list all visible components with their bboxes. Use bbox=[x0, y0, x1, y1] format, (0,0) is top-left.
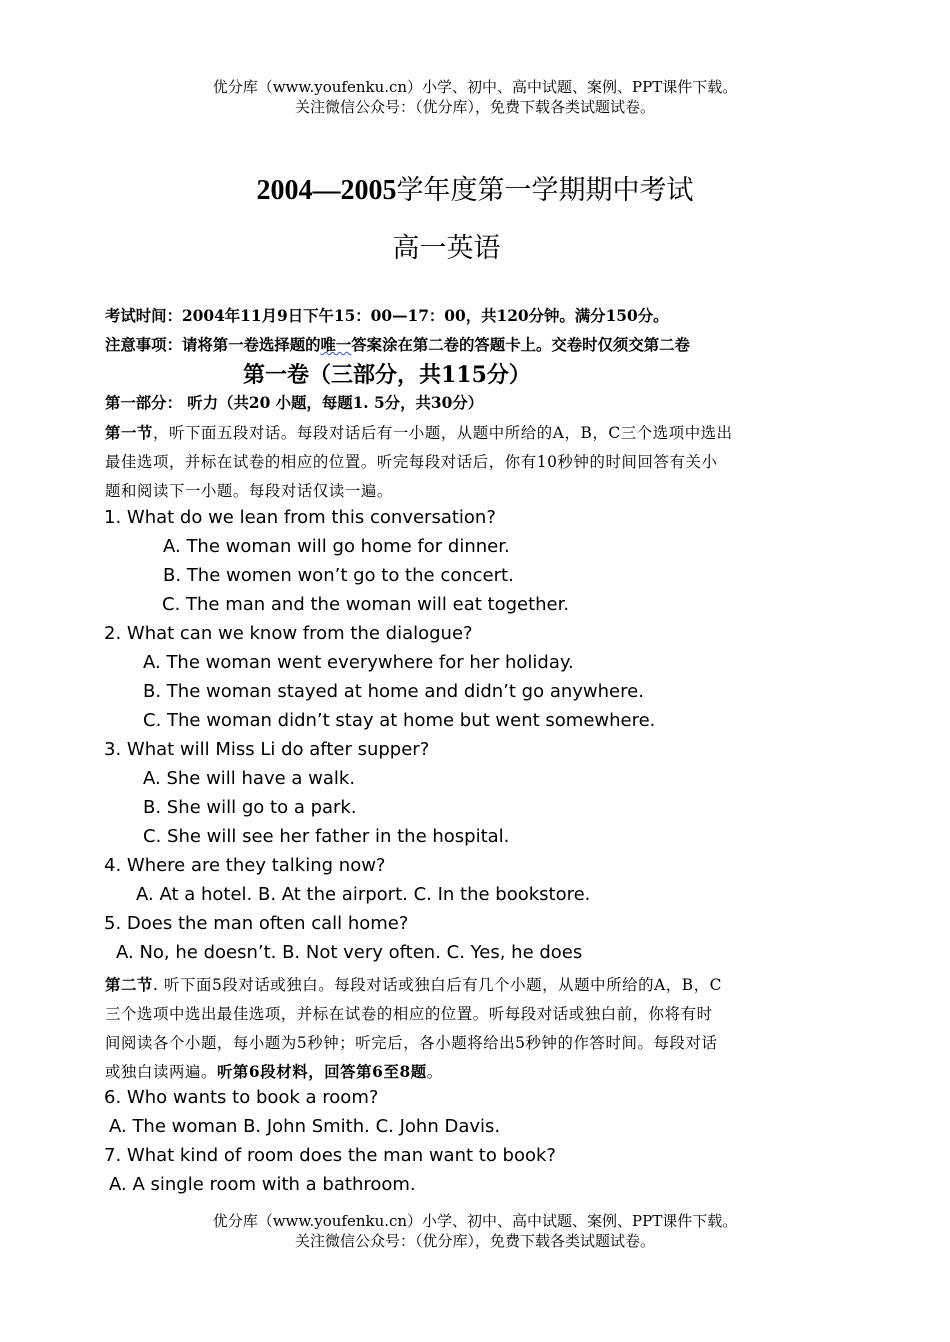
q1-option-c: C. The man and the woman will eat together. bbox=[162, 594, 570, 615]
section1-instr-line-1: 第一节，听下面五段对话。每段对话后有一小题，从题中所给的A，B，C三个选项中选出 bbox=[105, 424, 733, 442]
notice-wavy-part: 唯一 bbox=[320, 336, 352, 354]
question-5: 5. Does the man often call home? bbox=[104, 913, 409, 934]
title-rest: 学年度第一学期期中考试 bbox=[396, 175, 694, 206]
notice-part-b: 答案涂在第二卷的答题卡上。交卷时仅须交第二卷 bbox=[351, 336, 690, 354]
volume-title: 第一卷（三部分，共115分） bbox=[243, 362, 531, 388]
section2-material-note: 听第6段材料，回答第6至8题 bbox=[216, 1063, 427, 1081]
question-3: 3. What will Miss Li do after supper? bbox=[104, 739, 430, 760]
notice-part-a: 注意事项：请将第一卷选择题的 bbox=[105, 336, 321, 354]
exam-subtitle: 高一英语 bbox=[392, 233, 501, 264]
question-2: 2. What can we know from the dialogue? bbox=[104, 623, 473, 644]
section2-instr-line-2: 三个选项中选出最佳选项，并标在试卷的相应的位置。听每段对话或独白前，你将有时 bbox=[105, 1005, 713, 1023]
section1-label: 第一节 bbox=[105, 424, 153, 442]
q2-option-a: A. The woman went everywhere for her holiday. bbox=[143, 652, 574, 673]
question-6: 6. Who wants to book a room? bbox=[104, 1087, 379, 1108]
section2-instr-line-4: 或独白读两遍。听第6段材料，回答第6至8题。 bbox=[105, 1063, 443, 1081]
page-header bbox=[0, 77, 950, 117]
footer-line-1: 优分库（www.youfenku.cn）小学、初中、高中试题、案例、PPT课件下载。 bbox=[212, 1212, 738, 1230]
q5-options: A. No, he doesn’t. B. Not very often. C. Yes, he does bbox=[116, 942, 583, 963]
q3-option-c: C. She will see her father in the hospital. bbox=[143, 826, 510, 847]
q6-options: A. The woman B. John Smith. C. John Davis. bbox=[109, 1116, 501, 1137]
question-1: 1. What do we lean from this conversation? bbox=[104, 507, 496, 528]
q7-option-a: A. A single room with a bathroom. bbox=[109, 1174, 416, 1195]
part1-heading: 第一部分： 听力（共20 小题，每题1. 5分，共30分） bbox=[105, 394, 484, 412]
header-line-2: 关注微信公众号：（优分库），免费下载各类试题试卷。 bbox=[294, 98, 655, 116]
q2-option-c: C. The woman didn’t stay at home but went somewhere. bbox=[143, 710, 656, 731]
q1-option-b: B. The women won’t go to the concert. bbox=[163, 565, 514, 586]
q3-option-b: B. She will go to a park. bbox=[143, 797, 357, 818]
footer-line-2: 关注微信公众号：（优分库），免费下载各类试题试卷。 bbox=[294, 1232, 655, 1250]
exam-notice bbox=[105, 333, 690, 355]
section1-instr-line-2: 最佳选项，并标在试卷的相应的位置。听完每段对话后，你有10秒钟的时间回答有关小 bbox=[105, 453, 718, 471]
page-footer bbox=[0, 1211, 950, 1251]
title-years: 2004—2005 bbox=[256, 175, 397, 206]
q1-option-a: A. The woman will go home for dinner. bbox=[163, 536, 510, 557]
section2-instr-line-3: 间阅读各个小题，每小题为5秒钟；听完后，各小题将给出5秒钟的作答时间。每段对话 bbox=[105, 1034, 718, 1052]
header-line-1: 优分库（www.youfenku.cn）小学、初中、高中试题、案例、PPT课件下载。 bbox=[212, 78, 738, 96]
question-7: 7. What kind of room does the man want to book? bbox=[104, 1145, 556, 1166]
exam-time-info: 考试时间：2004年11月9日下午15：00—17：00，共120分钟。满分150分。 bbox=[105, 307, 669, 325]
exam-title bbox=[0, 168, 950, 207]
section2-label: 第二节 bbox=[105, 976, 153, 994]
q4-options: A. At a hotel. B. At the airport. C. In the bookstore. bbox=[136, 884, 591, 905]
q2-option-b: B. The woman stayed at home and didn’t go anywhere. bbox=[143, 681, 644, 702]
section2-instr-line-1: 第二节. 听下面5段对话或独白。每段对话或独白后有几个小题，从题中所给的A，B，C bbox=[105, 976, 723, 994]
section1-instr-line-3: 题和阅读下一小题。每段对话仅读一遍。 bbox=[105, 482, 393, 500]
q3-option-a: A. She will have a walk. bbox=[143, 768, 356, 789]
question-4: 4. Where are they talking now? bbox=[104, 855, 386, 876]
